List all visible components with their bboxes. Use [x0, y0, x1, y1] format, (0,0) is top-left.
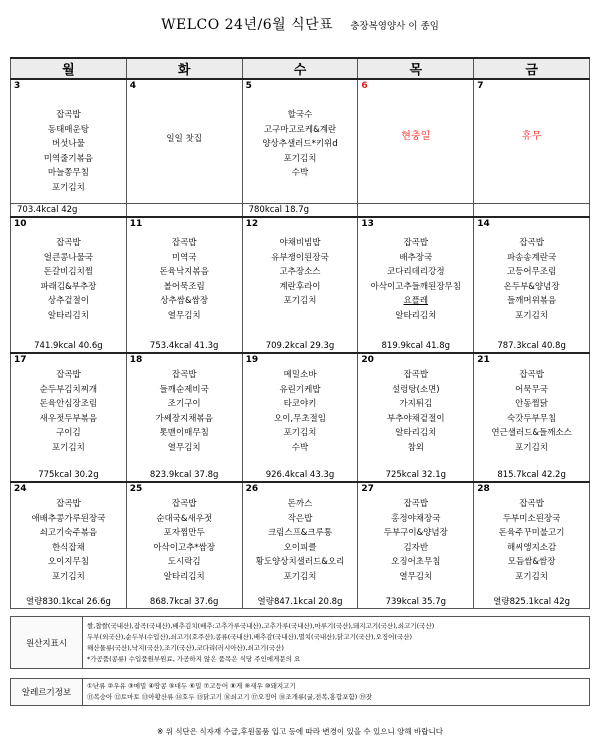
- day-number: 21: [477, 355, 490, 365]
- menu-item: 홍정야채장국: [391, 513, 441, 524]
- menu-item: 참외: [407, 442, 424, 453]
- day-cell: [11, 482, 127, 609]
- kcal-label: 753.4kcal 41.3g: [149, 341, 219, 351]
- weekday-header-row: [11, 58, 590, 79]
- menu-item: 오이,무초절임: [274, 413, 326, 424]
- menu-item: 볼어묵조림: [163, 281, 205, 292]
- menu-items: [11, 236, 126, 323]
- menu-item: 잡곡밥: [56, 499, 81, 509]
- menu-item: 해씨앵지소감: [506, 542, 557, 553]
- kcal-divider: [127, 203, 242, 204]
- kcal-label: 709.2kcal 29.3g: [265, 341, 335, 351]
- menu-item: 돈육낙지볶음: [159, 267, 209, 277]
- day-cell: [126, 79, 242, 217]
- menu-items: [243, 368, 358, 455]
- origin-row: [11, 617, 590, 669]
- menu-item: 포자찜만두: [163, 528, 205, 538]
- day-number: 27: [361, 484, 374, 494]
- day-cell: [242, 79, 358, 217]
- day-cell: [242, 353, 358, 482]
- menu-items: [11, 108, 126, 195]
- menu-item: 알타리김치: [47, 310, 89, 321]
- menu-item: 야채비빔밥: [279, 238, 321, 248]
- menu-items: [243, 236, 358, 309]
- menu-item: 애배추콩가루된장국: [31, 513, 106, 524]
- day-number: 13: [361, 219, 374, 229]
- origin-line: 두부(외국산),순두부(수입산),쇠고기(호주산),콩류(국내산),배추감(국내산),멸치(국내산),닭고기(국산),오징어(국산): [87, 632, 413, 641]
- weekday-thu: 목: [358, 58, 474, 79]
- menu-item: 포기김치: [515, 310, 549, 321]
- day-number: 20: [361, 355, 374, 365]
- menu-item: 고등어무조림: [506, 267, 557, 277]
- menu-item: 톳맨이매무침: [159, 428, 209, 438]
- menu-item: 포기김치: [283, 153, 317, 164]
- day-number: 14: [477, 219, 490, 229]
- menu-items: [11, 497, 126, 584]
- menu-item: 숙갓두부무침: [506, 413, 557, 424]
- day-cell: [474, 353, 590, 482]
- menu-item: 크림스프&크루통: [267, 528, 333, 538]
- menu-item: 일일 찻집: [166, 134, 202, 144]
- day-cell: [242, 482, 358, 609]
- menu-item: 작은밥: [287, 513, 313, 524]
- menu-items: [358, 236, 473, 323]
- day-number: 3: [14, 81, 21, 91]
- menu-item: 알타리김치: [163, 571, 205, 582]
- menu-item: 상추겉절이: [47, 296, 89, 306]
- day-number: 11: [129, 219, 143, 229]
- kcal-divider: [474, 203, 589, 204]
- menu-item: 요플레: [403, 296, 429, 306]
- menu-item: 할국수: [287, 110, 313, 120]
- week-row: [11, 482, 590, 609]
- day-cell: [126, 353, 242, 482]
- origin-label: 원산지표시: [11, 617, 83, 669]
- menu-item: 잡곡밥: [56, 110, 81, 120]
- day-cell: [11, 79, 127, 217]
- menu-items: [474, 130, 589, 145]
- author-label: 충장복영양사 이 종임: [350, 21, 439, 32]
- menu-item: 돈갈비김치찜: [43, 267, 94, 277]
- menu-item: 안동찜닭: [515, 399, 549, 409]
- menu-items: [127, 368, 242, 455]
- kcal-label: 741.9kcal 40.6g: [34, 341, 103, 351]
- menu-items: [11, 368, 126, 455]
- menu-item: 부추야채겉절이: [387, 413, 445, 424]
- menu-item: 두부미소된장국: [502, 513, 561, 524]
- day-number: 24: [14, 484, 27, 494]
- menu-item: 가쎄장지채볶음: [155, 413, 213, 424]
- day-number: 10: [14, 219, 27, 229]
- menu-item: 설렁탕(소면): [391, 384, 440, 395]
- kcal-label: 725kcal 32.1g: [385, 470, 446, 480]
- menu-item: 고구마고로케&계란: [263, 124, 337, 135]
- menu-item: 오이피클: [283, 542, 317, 553]
- day-number: 6: [361, 81, 368, 91]
- kcal-label: 926.4kcal 43.3g: [265, 470, 335, 480]
- menu-item: 들깨머위볶음: [506, 296, 557, 306]
- menu-items: [243, 497, 358, 584]
- menu-item: 알타리김치: [395, 310, 437, 321]
- menu-item: 구이김: [56, 428, 81, 438]
- day-cell: [11, 217, 127, 353]
- menu-item: 쇠고기숙주볶음: [39, 528, 98, 538]
- info-table: [10, 616, 590, 706]
- kcal-label: 819.9kcal 41.8g: [381, 341, 451, 351]
- menu-item: 잡곡밥: [519, 238, 544, 248]
- menu-items: [358, 497, 473, 584]
- day-number: 5: [245, 81, 252, 91]
- day-number: 17: [14, 355, 27, 365]
- menu-item: 포기김치: [283, 428, 317, 438]
- day-cell: [474, 79, 590, 217]
- allergy-content: [83, 679, 590, 706]
- menu-item: 잡곡밥: [56, 370, 81, 380]
- menu-item: 가지튀김: [399, 399, 433, 409]
- menu-item: 잡곡밥: [171, 238, 197, 248]
- day-cell: [358, 79, 474, 217]
- allergy-line: ①난류 ②우유 ③메밀 ④땅콩 ⑤대두 ⑥밀 ⑦고등어 ⑧게 ⑨새우 ⑩돼지고기: [87, 682, 296, 690]
- menu-item: 포기김치: [51, 442, 85, 453]
- menu-items: [474, 236, 589, 323]
- spacer: [11, 669, 590, 679]
- menu-item: 순두부김치찌개: [39, 384, 98, 395]
- menu-item: 잡곡밥: [403, 370, 429, 380]
- menu-item: 열무김치: [167, 442, 201, 453]
- origin-line: *가공품(콩류) 수입품원부원료, 가공하지 않은 품목은 식당 주인에게문의 요: [87, 654, 301, 663]
- kcal-label: 열량825.1kcal 42g: [493, 597, 571, 607]
- menu-item: 오징어초무침: [391, 557, 441, 567]
- menu-item: 잡곡밥: [403, 238, 429, 248]
- menu-item: 열무김치: [399, 571, 433, 582]
- week-row: [11, 217, 590, 353]
- menu-item: 아삭이고추들깨된장무침: [370, 281, 461, 292]
- kcal-divider: [358, 203, 473, 204]
- menu-item: 마늘쫑무침: [47, 168, 89, 178]
- menu-item: 얼큰콩나물국: [43, 252, 94, 263]
- menu-item: 도시락김: [167, 557, 201, 567]
- day-cell: [358, 217, 474, 353]
- menu-items: [127, 236, 242, 323]
- menu-item: 코다리데리강정: [387, 267, 445, 277]
- kcal-label: 열량830.1kcal 26.6g: [25, 597, 111, 607]
- origin-line: 쌀,찹쌀(국내산),잡곡(국내산),배추김치(배추:고추가루국내산),고추가루(국내산),마루기(국산),돼지고기(국산),쇠고기(국산): [87, 621, 435, 630]
- menu-item: 동태매운탕: [47, 124, 89, 135]
- menu-items: [243, 108, 358, 181]
- week-row: [11, 353, 590, 482]
- kcal-label: 703.4kcal 42g: [17, 205, 78, 215]
- footer-note: ※ 위 식단은 식자재 수급,후원물품 입고 등에 따라 변경이 있을 수 있으니 양해 바랍니다: [157, 727, 443, 736]
- menu-item: 미역줄기볶음: [43, 153, 94, 164]
- menu-item: 포기김치: [515, 442, 549, 453]
- kcal-label: 823.9kcal 37.8g: [149, 470, 219, 480]
- day-number: 28: [477, 484, 490, 494]
- day-number: 26: [245, 484, 259, 494]
- kcal-label: 775kcal 30.2g: [38, 470, 99, 480]
- menu-item: 모듬쌈&쌈장: [507, 557, 556, 567]
- menu-item: 포기김치: [51, 182, 85, 193]
- menu-items: [358, 368, 473, 455]
- kcal-label: 868.7kcal 37.6g: [149, 597, 219, 607]
- menu-item: 포기김치: [51, 571, 85, 582]
- menu-item: 타코야키: [283, 399, 317, 409]
- menu-item: 황도양상치샐러드&오리: [255, 557, 345, 567]
- menu-item: 열무김치: [167, 310, 201, 321]
- menu-item: 상추쌈&쌈장: [160, 296, 209, 306]
- origin-line: 해산물류(국산),낙지(국산),조기(국산),코다리(러시아산),쇠고기(국산): [87, 643, 284, 652]
- day-cell: [126, 482, 242, 609]
- menu-item: 포기김치: [283, 296, 317, 306]
- day-cell: [358, 482, 474, 609]
- allergy-label: 알레르기정보: [11, 679, 83, 706]
- kcal-label: 739kcal 35.7g: [385, 597, 446, 607]
- weekday-fri: 금: [474, 58, 590, 79]
- day-cell: [242, 217, 358, 353]
- menu-item: 연근샐러드&들깨소스: [491, 428, 572, 438]
- menu-items: [127, 132, 242, 147]
- menu-item: 오이지무침: [47, 557, 89, 567]
- menu-items: [474, 497, 589, 584]
- spacer-row: [11, 669, 590, 679]
- menu-table: [10, 57, 590, 609]
- week-row: [11, 79, 590, 217]
- menu-item: 잡곡밥: [171, 499, 197, 509]
- menu-item: 새우젓두부볶음: [39, 413, 98, 424]
- menu-item: 수박: [291, 442, 309, 453]
- day-number: 19: [245, 355, 259, 365]
- day-cell: [474, 217, 590, 353]
- weekday-mon: 월: [11, 58, 127, 79]
- day-number: 4: [129, 81, 137, 91]
- kcal-label: 787.3kcal 40.8g: [497, 341, 566, 351]
- weekday-tue: 화: [126, 58, 242, 79]
- menu-items: [358, 130, 473, 145]
- menu-item: 돈육안심장조림: [39, 399, 98, 409]
- origin-content: [83, 617, 590, 669]
- menu-item: 유린기케밥: [279, 384, 321, 395]
- kcal-divider: [11, 203, 126, 204]
- menu-item: 버섯나물: [51, 139, 85, 149]
- menu-item: 잡곡밥: [56, 238, 81, 248]
- allergy-line: ⑪복숭아 ⑫토마토 ⑬아황산류 ⑭호두 ⑮닭고기 ⑯쇠고기 ⑰오징어 ⑱조개류(굴,전복,홍합포함) ⑲잣: [87, 693, 373, 701]
- menu-item: 메밀소바: [283, 370, 317, 380]
- menu-item: 알타리김치: [395, 428, 437, 438]
- kcal-divider: [243, 203, 358, 204]
- menu-item: 조기구이: [167, 399, 201, 409]
- menu-item: 한식잡채: [51, 542, 85, 553]
- allergy-row: [11, 679, 590, 706]
- menu-item: 파래김&부추장: [40, 281, 97, 292]
- menu-item: 온두부&양념장: [503, 281, 560, 292]
- day-cell: [126, 217, 242, 353]
- menu-item: 아삭이고추*쌈장: [153, 542, 216, 553]
- menu-item: 잡곡밥: [171, 370, 197, 380]
- menu-item: 순대국&새우젓: [156, 513, 213, 524]
- menu-item: 배추장국: [399, 252, 433, 263]
- menu-item: 포기김치: [515, 571, 549, 582]
- menu-item: 유부쟁이된장국: [271, 252, 329, 263]
- menu-item: 양상추샐러드*키위d: [262, 139, 338, 149]
- menu-item: 수박: [291, 168, 309, 178]
- day-number: 25: [129, 484, 143, 494]
- kcal-label: 780kcal 18.7g: [248, 205, 310, 215]
- menu-item: 고추장소스: [279, 267, 321, 277]
- day-number: 18: [129, 355, 143, 365]
- weekday-wed: 수: [242, 58, 358, 79]
- holiday-label: 휴무: [521, 131, 542, 142]
- day-cell: [358, 353, 474, 482]
- menu-item: 돈육주꾸미불고기: [498, 528, 565, 538]
- menu-item: 미역국: [171, 252, 197, 263]
- menu-items: [474, 368, 589, 455]
- menu-item: 김자반: [403, 542, 429, 553]
- menu-item: 두부구이&양념장: [383, 528, 448, 538]
- kcal-label: 열량847.1kcal 20.8g: [257, 597, 343, 607]
- menu-item: 포기김치: [283, 571, 317, 582]
- day-number: 7: [477, 81, 484, 91]
- menu-item: 어묵무국: [515, 384, 549, 395]
- day-number: 12: [245, 219, 259, 229]
- menu-item: 파송송계란국: [506, 252, 557, 263]
- menu-item: 잡곡밥: [403, 499, 429, 509]
- day-cell: [11, 353, 127, 482]
- menu-item: 돈까스: [287, 499, 313, 509]
- day-cell: [474, 482, 590, 609]
- menu-item: 들깨순제비국: [159, 384, 209, 395]
- menu-items: [127, 497, 242, 584]
- page-title: WELCO 24년/6월 식단표: [161, 17, 334, 33]
- holiday-label: 현충일: [401, 131, 431, 142]
- kcal-label: 815.7kcal 42.2g: [497, 470, 566, 480]
- menu-item: 계란후라이: [279, 281, 321, 292]
- page-header: [0, 14, 600, 34]
- menu-item: 잡곡밥: [519, 499, 544, 509]
- menu-item: 잡곡밥: [519, 370, 544, 380]
